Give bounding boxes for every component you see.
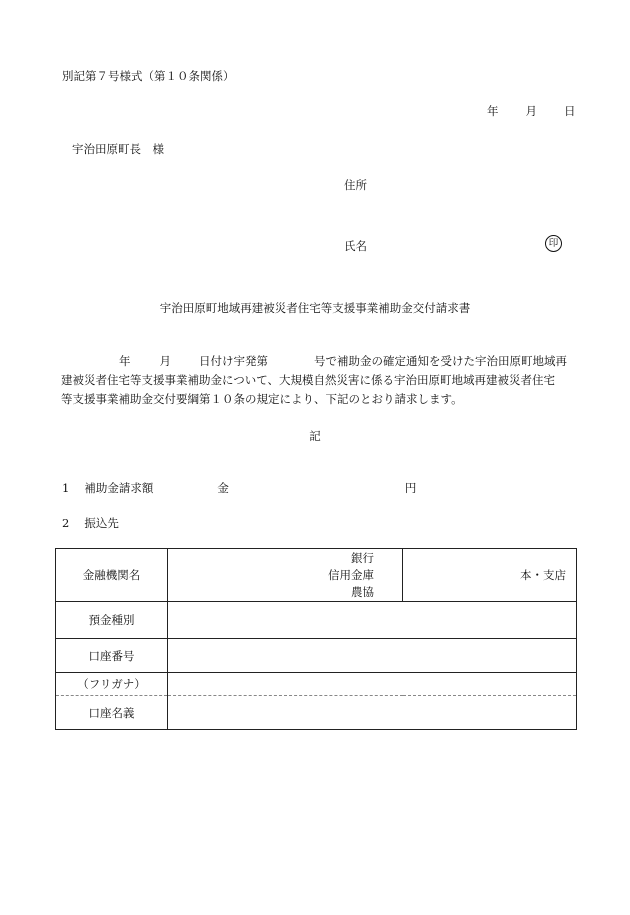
table-row (56, 696, 577, 730)
bank-account-table (55, 548, 577, 730)
account-holder-label: 口座名義 (56, 696, 168, 730)
deposit-type-label: 預金種別 (56, 602, 168, 639)
request-body-text (61, 352, 581, 409)
table-row (56, 549, 577, 602)
item1-label: 補助金請求額 (84, 481, 154, 495)
table-row (56, 673, 577, 696)
account-number-field[interactable] (168, 639, 577, 673)
item1-number: 1 (62, 481, 70, 495)
addressee: 宇治田原町長 様 (72, 142, 164, 156)
table-row (56, 602, 577, 639)
account-number-label: 口座番号 (56, 639, 168, 673)
item-claim-amount (62, 480, 416, 496)
item2-label: 振込先 (84, 516, 119, 530)
furigana-field[interactable] (168, 673, 577, 696)
address-label: 住所 (344, 178, 367, 192)
body-year: 年 (119, 354, 131, 368)
name-label: 氏名 (344, 239, 367, 253)
item1-kin: 金 (217, 481, 229, 495)
furigana-label: （フリガナ） (56, 673, 168, 696)
form-label: 別記第７号様式（第１０条関係） (62, 69, 235, 83)
item2-number: 2 (62, 516, 70, 530)
ki-heading: 記 (309, 429, 321, 443)
body-tail: 号で補助金の確定通知を受けた宇治田原町地域再 (314, 354, 567, 368)
document-title: 宇治田原町地域再建被災者住宅等支援事業補助金交付請求書 (159, 301, 471, 315)
date-month: 月 (525, 104, 537, 118)
body-month: 月 (159, 354, 171, 368)
item1-yen: 円 (404, 481, 417, 495)
date-line (487, 103, 576, 119)
date-year: 年 (487, 104, 499, 118)
body-line-2: 建被災者住宅等支援事業補助金について、大規模自然災害に係る宇治田原町地域再建被災者住宅 (61, 373, 556, 387)
branch-label: 本・支店 (520, 568, 566, 582)
institution-type-cell[interactable] (168, 549, 403, 602)
type-credit-union: 信用金庫 (328, 567, 374, 582)
body-line-1 (61, 352, 581, 371)
seal-mark: 印 (545, 235, 562, 252)
body-mid: 日付け宇発第 (199, 354, 268, 368)
item-transfer-destination (62, 515, 119, 531)
table-row (56, 639, 577, 673)
institution-label: 金融機関名 (56, 549, 168, 602)
account-holder-field[interactable] (168, 696, 577, 730)
deposit-type-field[interactable] (168, 602, 577, 639)
branch-cell[interactable] (403, 549, 577, 602)
date-day: 日 (564, 104, 576, 118)
type-bank: 銀行 (351, 550, 374, 565)
type-agri-coop: 農協 (351, 584, 374, 599)
body-line-3: 等支援事業補助金交付要綱第１０条の規定により、下記のとおり請求します。 (61, 392, 463, 406)
